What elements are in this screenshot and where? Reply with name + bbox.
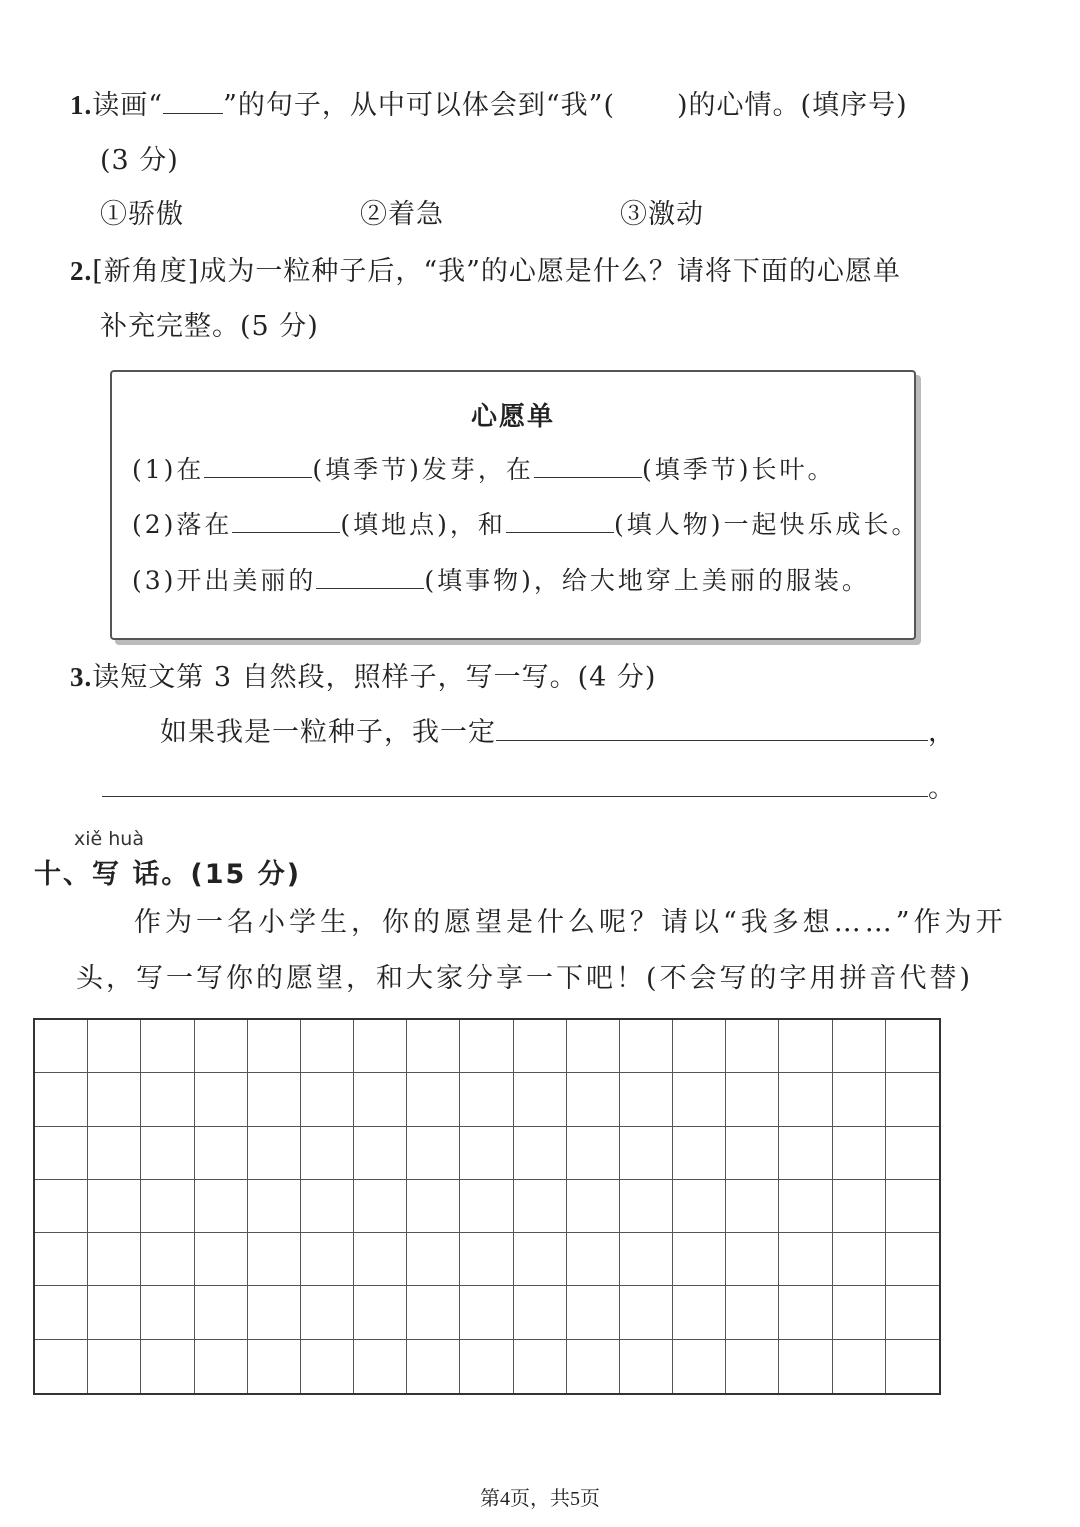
grid-cell[interactable] — [779, 1180, 832, 1233]
grid-cell[interactable] — [833, 1073, 886, 1126]
grid-cell[interactable] — [673, 1180, 726, 1233]
q1-option-3: ③激动 — [620, 199, 704, 230]
q2-line1: 2.[新角度]成为一粒种子后，“我”的心愿是什么？请将下面的心愿单 — [70, 256, 901, 287]
grid-cell[interactable] — [673, 1073, 726, 1126]
grid-cell[interactable] — [514, 1233, 567, 1286]
grid-cell[interactable] — [195, 1233, 248, 1286]
grid-cell[interactable] — [514, 1073, 567, 1126]
grid-cell[interactable] — [833, 1286, 886, 1339]
q2-number: 2. — [70, 256, 93, 286]
grid-cell[interactable] — [248, 1340, 301, 1393]
grid-cell[interactable] — [620, 1127, 673, 1180]
grid-cell[interactable] — [35, 1180, 88, 1233]
q3-line1: 3.读短文第 3 自然段，照样子，写一写。(4 分) — [70, 662, 657, 693]
grid-cell[interactable] — [141, 1180, 194, 1233]
grid-cell[interactable] — [726, 1020, 779, 1073]
grid-cell[interactable] — [407, 1233, 460, 1286]
grid-cell[interactable] — [35, 1233, 88, 1286]
grid-cell[interactable] — [248, 1233, 301, 1286]
grid-cell[interactable] — [886, 1233, 939, 1286]
grid-cell[interactable] — [620, 1340, 673, 1393]
grid-cell[interactable] — [833, 1180, 886, 1233]
wish-list-box — [110, 370, 920, 640]
q1-score: (3 分) — [100, 145, 179, 176]
wish-item-1-blank-1[interactable] — [204, 454, 312, 478]
grid-cell[interactable] — [407, 1127, 460, 1180]
grid-cell[interactable] — [460, 1233, 513, 1286]
grid-cell[interactable] — [726, 1340, 779, 1393]
wish-item-3-blank[interactable] — [316, 565, 424, 589]
grid-cell[interactable] — [886, 1127, 939, 1180]
grid-cell[interactable] — [886, 1340, 939, 1393]
grid-cell[interactable] — [141, 1340, 194, 1393]
grid-cell[interactable] — [301, 1020, 354, 1073]
section-body-line2: 头，写一写你的愿望，和大家分享一下吧！(不会写的字用拼音代替) — [76, 963, 974, 994]
grid-cell[interactable] — [779, 1340, 832, 1393]
q3-number: 3. — [70, 662, 93, 692]
grid-cell[interactable] — [673, 1286, 726, 1339]
grid-cell[interactable] — [141, 1073, 194, 1126]
q2-line2: 补充完整。(5 分) — [100, 311, 319, 342]
grid-cell[interactable] — [620, 1073, 673, 1126]
wish-item-2: (2)落在 (填地点)，和 (填人物)一起快乐成长。 — [132, 510, 920, 539]
section-pinyin: xiě huà — [74, 828, 144, 850]
grid-cell[interactable] — [88, 1233, 141, 1286]
grid-cell[interactable] — [407, 1340, 460, 1393]
grid-cell[interactable] — [248, 1286, 301, 1339]
grid-cell[interactable] — [35, 1020, 88, 1073]
grid-cell[interactable] — [514, 1020, 567, 1073]
grid-cell[interactable] — [620, 1286, 673, 1339]
grid-cell[interactable] — [833, 1233, 886, 1286]
grid-cell[interactable] — [301, 1233, 354, 1286]
q3-answer-line-1[interactable] — [496, 717, 928, 741]
grid-cell[interactable] — [195, 1020, 248, 1073]
grid-cell[interactable] — [726, 1127, 779, 1180]
wish-item-1: (1)在 (填季节)发芽，在 (填季节)长叶。 — [132, 455, 836, 484]
grid-cell[interactable] — [248, 1180, 301, 1233]
q1-number: 1. — [70, 90, 93, 120]
grid-cell[interactable] — [141, 1286, 194, 1339]
grid-cell[interactable] — [354, 1127, 407, 1180]
grid-cell[interactable] — [673, 1020, 726, 1073]
page-footer: 第4页，共5页 — [480, 1488, 600, 1510]
grid-cell[interactable] — [514, 1286, 567, 1339]
grid-cell[interactable] — [833, 1127, 886, 1180]
grid-cell[interactable] — [886, 1180, 939, 1233]
wish-item-3: (3)开出美丽的 (填事物)，给大地穿上美丽的服装。 — [132, 566, 870, 595]
grid-cell[interactable] — [620, 1233, 673, 1286]
grid-cell[interactable] — [460, 1286, 513, 1339]
grid-cell[interactable] — [620, 1180, 673, 1233]
grid-cell[interactable] — [833, 1020, 886, 1073]
grid-cell[interactable] — [726, 1073, 779, 1126]
grid-cell[interactable] — [673, 1340, 726, 1393]
grid-cell[interactable] — [354, 1233, 407, 1286]
grid-cell[interactable] — [673, 1233, 726, 1286]
grid-cell[interactable] — [88, 1073, 141, 1126]
grid-cell[interactable] — [301, 1073, 354, 1126]
grid-cell[interactable] — [354, 1180, 407, 1233]
q1-option-2: ②着急 — [360, 199, 444, 230]
grid-cell[interactable] — [195, 1073, 248, 1126]
q3-prompt-line: 如果我是一粒种子，我一定 ， — [160, 717, 956, 748]
grid-cell[interactable] — [567, 1020, 620, 1073]
writing-grid[interactable] — [33, 1018, 941, 1395]
grid-cell[interactable] — [88, 1127, 141, 1180]
grid-cell[interactable] — [407, 1020, 460, 1073]
grid-cell[interactable] — [514, 1340, 567, 1393]
grid-cell[interactable] — [354, 1020, 407, 1073]
grid-cell[interactable] — [407, 1180, 460, 1233]
wish-item-2-blank-1[interactable] — [232, 509, 340, 533]
q3-answer-line-2[interactable] — [102, 773, 928, 797]
grid-cell[interactable] — [886, 1020, 939, 1073]
grid-cell[interactable] — [460, 1073, 513, 1126]
grid-cell[interactable] — [567, 1127, 620, 1180]
grid-cell[interactable] — [567, 1286, 620, 1339]
grid-cell[interactable] — [407, 1073, 460, 1126]
grid-cell[interactable] — [567, 1180, 620, 1233]
grid-cell[interactable] — [514, 1127, 567, 1180]
grid-cell[interactable] — [460, 1340, 513, 1393]
grid-cell[interactable] — [195, 1180, 248, 1233]
grid-cell[interactable] — [460, 1180, 513, 1233]
grid-cell[interactable] — [779, 1233, 832, 1286]
grid-cell[interactable] — [141, 1127, 194, 1180]
grid-cell[interactable] — [726, 1286, 779, 1339]
grid-cell[interactable] — [88, 1286, 141, 1339]
grid-cell[interactable] — [354, 1073, 407, 1126]
q1-blank-underline[interactable] — [163, 90, 223, 114]
grid-cell[interactable] — [833, 1340, 886, 1393]
grid-cell[interactable] — [248, 1127, 301, 1180]
grid-cell[interactable] — [407, 1286, 460, 1339]
grid-cell[interactable] — [620, 1020, 673, 1073]
grid-cell[interactable] — [567, 1233, 620, 1286]
grid-cell[interactable] — [88, 1340, 141, 1393]
grid-cell[interactable] — [886, 1286, 939, 1339]
grid-cell[interactable] — [460, 1020, 513, 1073]
grid-cell[interactable] — [354, 1286, 407, 1339]
grid-cell[interactable] — [195, 1286, 248, 1339]
grid-cell[interactable] — [886, 1073, 939, 1126]
grid-cell[interactable] — [301, 1180, 354, 1233]
grid-cell[interactable] — [141, 1020, 194, 1073]
grid-cell[interactable] — [301, 1286, 354, 1339]
grid-cell[interactable] — [726, 1233, 779, 1286]
grid-cell[interactable] — [195, 1340, 248, 1393]
wish-item-2-blank-2[interactable] — [506, 509, 614, 533]
grid-cell[interactable] — [35, 1286, 88, 1339]
q1-option-1: ①骄傲 — [100, 199, 184, 230]
grid-cell[interactable] — [354, 1340, 407, 1393]
grid-cell[interactable] — [779, 1127, 832, 1180]
section-body-line1: 作为一名小学生，你的愿望是什么呢？请以“我多想……”作为开 — [134, 907, 1007, 938]
grid-cell[interactable] — [301, 1340, 354, 1393]
grid-cell[interactable] — [195, 1127, 248, 1180]
grid-cell[interactable] — [35, 1127, 88, 1180]
grid-cell[interactable] — [301, 1127, 354, 1180]
grid-cell[interactable] — [35, 1340, 88, 1393]
grid-cell[interactable] — [460, 1127, 513, 1180]
wish-item-1-blank-2[interactable] — [534, 454, 642, 478]
grid-cell[interactable] — [88, 1180, 141, 1233]
grid-cell[interactable] — [248, 1073, 301, 1126]
q1-line1: 1.读画“ ”的句子，从中可以体会到“我”( )的心情。(填序号) — [70, 90, 908, 121]
grid-cell[interactable] — [567, 1340, 620, 1393]
grid-cell[interactable] — [35, 1073, 88, 1126]
wish-list-title: 心愿单 — [470, 402, 555, 432]
grid-cell[interactable] — [779, 1020, 832, 1073]
grid-cell[interactable] — [514, 1180, 567, 1233]
q3-second-line: 。 — [102, 772, 956, 806]
grid-cell[interactable] — [779, 1073, 832, 1126]
grid-cell[interactable] — [248, 1020, 301, 1073]
grid-cell[interactable] — [141, 1233, 194, 1286]
grid-cell[interactable] — [726, 1180, 779, 1233]
grid-cell[interactable] — [779, 1286, 832, 1339]
section-title: 十、写 话。(15 分) — [34, 859, 302, 890]
grid-cell[interactable] — [567, 1073, 620, 1126]
grid-cell[interactable] — [88, 1020, 141, 1073]
grid-cell[interactable] — [673, 1127, 726, 1180]
